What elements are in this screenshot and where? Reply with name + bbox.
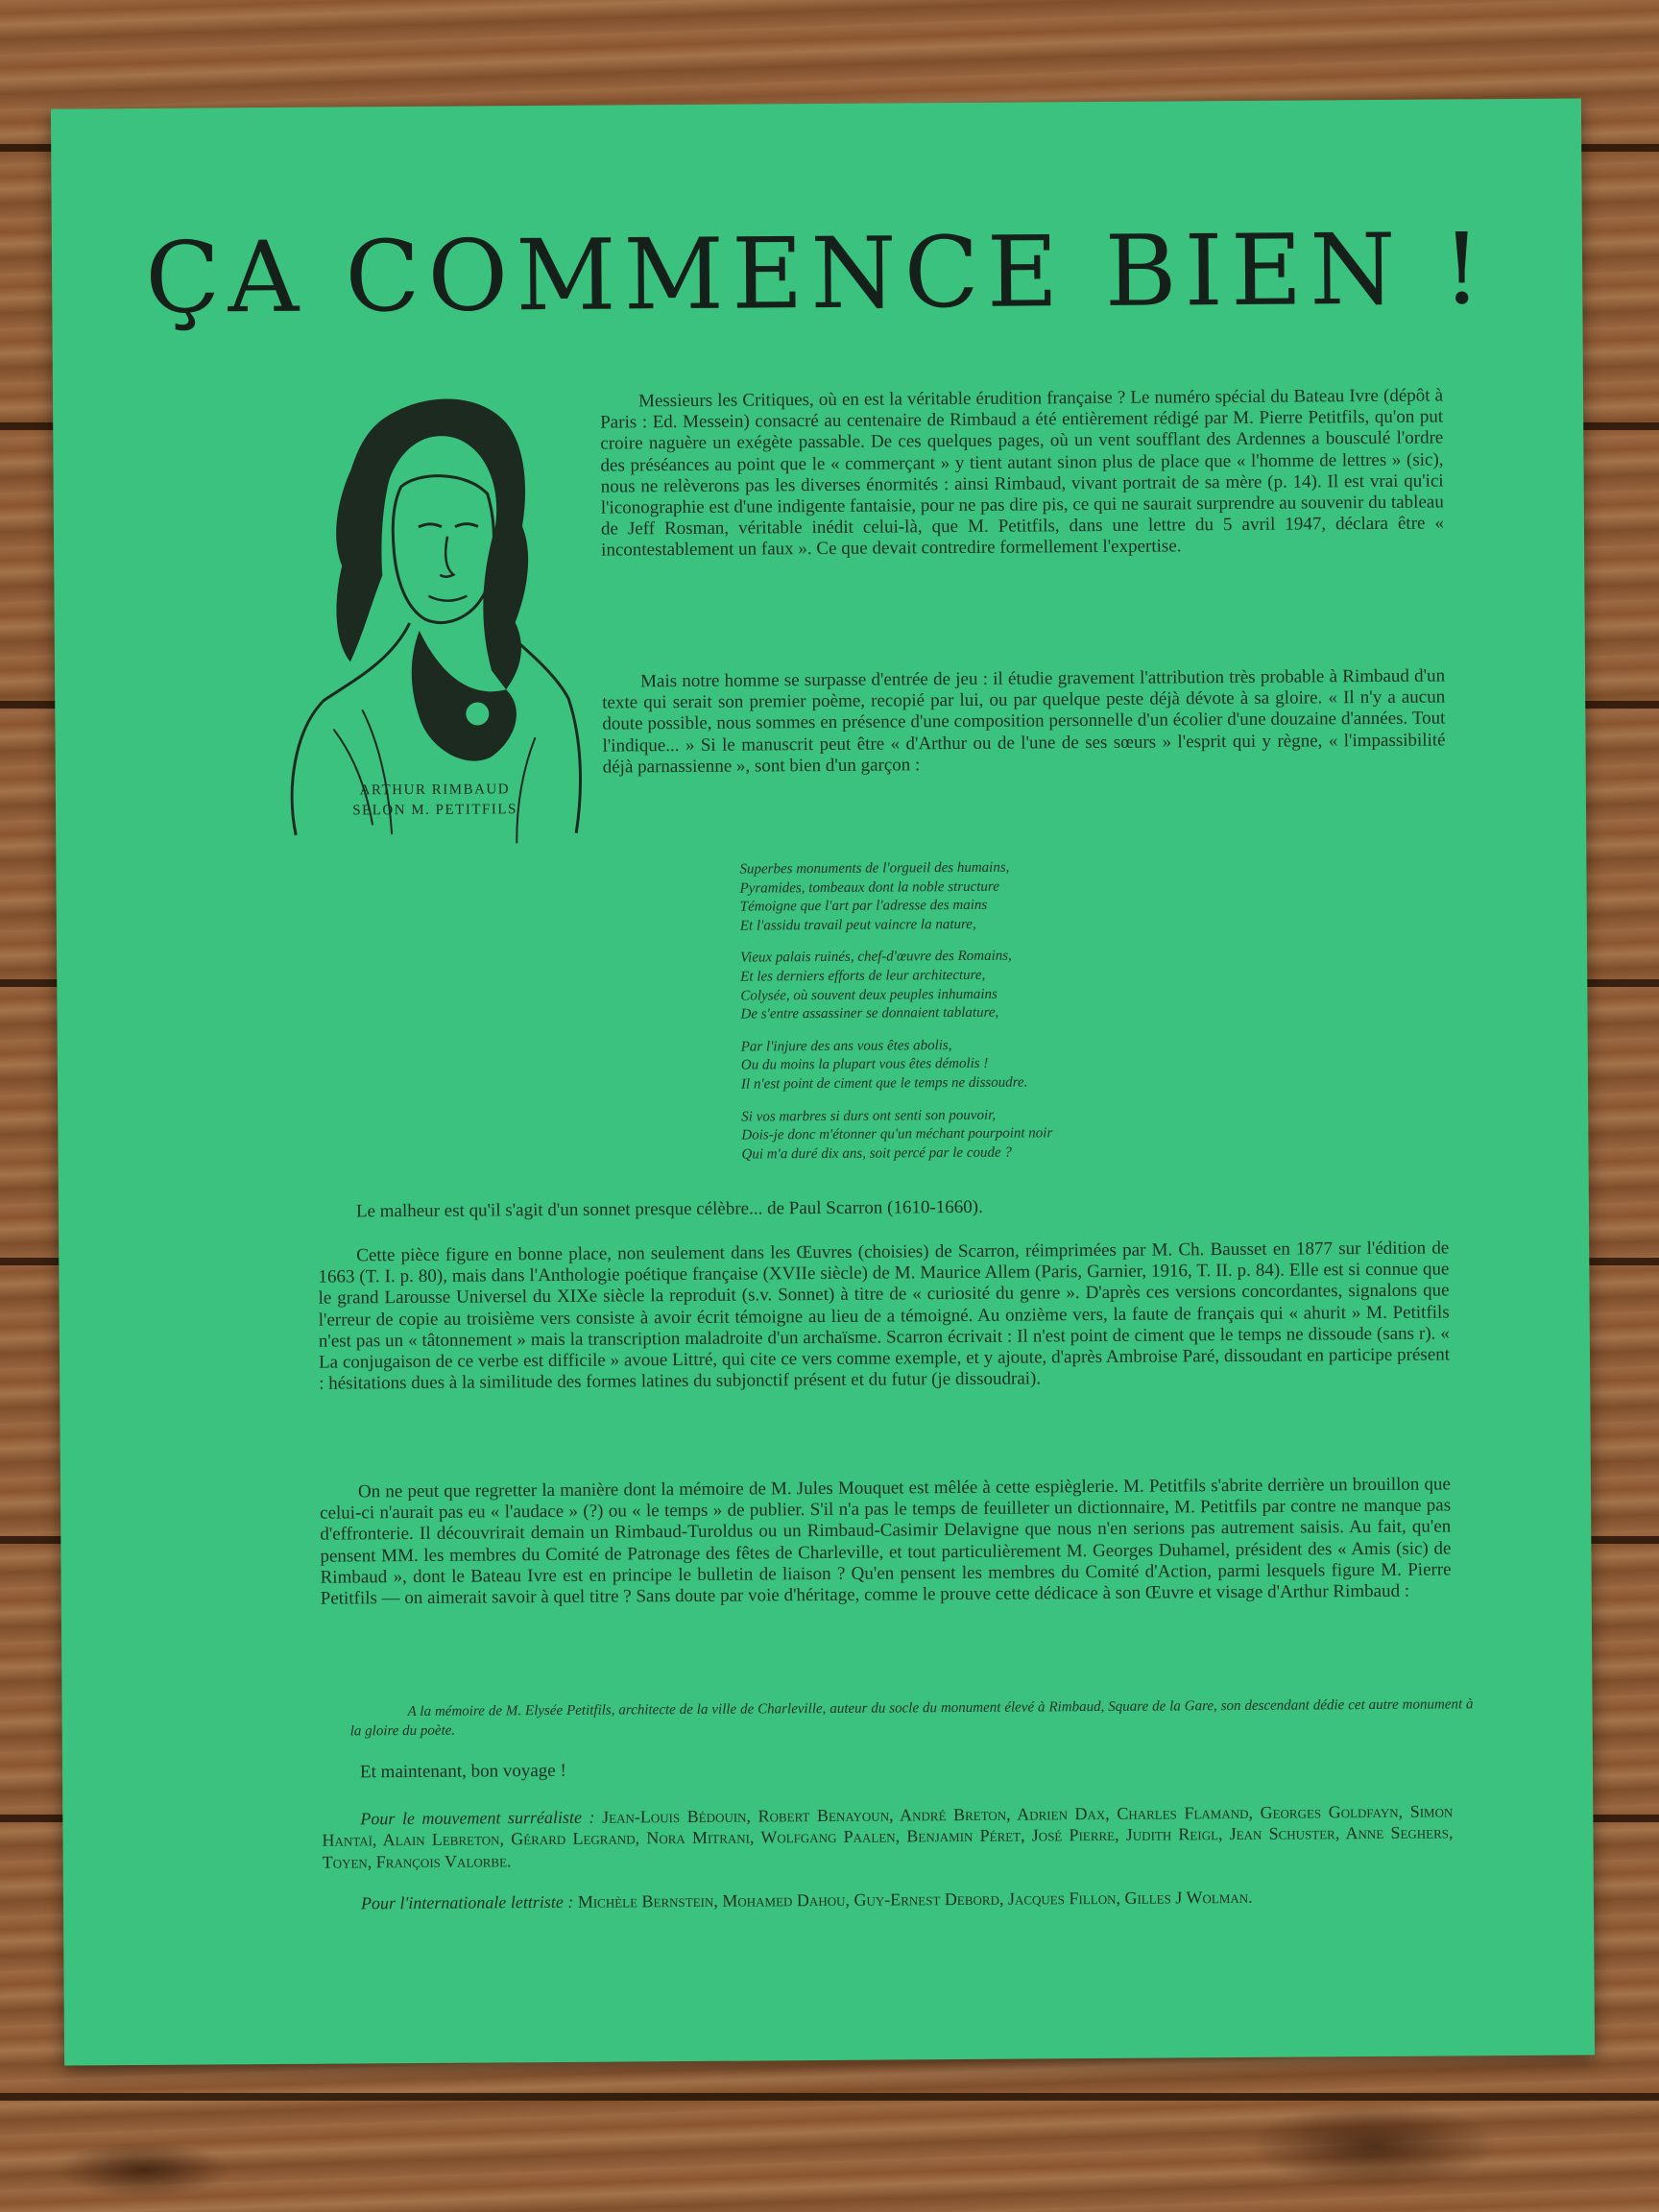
paragraph: Et maintenant, bon voyage ! (359, 1760, 566, 1783)
surrealist-signatures (322, 1800, 1453, 1872)
paragraph: Mais notre homme se surpasse d'entrée de jeu : il étudie gravement l'attribution très probable à Rimbaud d'un texte qui serait son premier poème, recopié par lui, ou par quelque peste déjà dévote à sa gloire. « Il n'y a aucun doute possible, nous sommes en présence d'une composition personnelle d'un écolier d'une douzaine d'années. Tout l'indique... » Si le manuscrit peut être « d'Arthur ou de l'une de ses sœurs » l'esprit qui y règne, « l'impassibilité déjà parnassienne », sont bien d'un garçon : (602, 665, 1446, 778)
signature-lead: Pour le mouvement surréaliste : (360, 1807, 595, 1829)
paragraph: Cette pièce figure en bonne place, non seulement dans les Œuvres (choisies) de Scarron, réimprimées par M. Ch. Bausset en 1877 sur l'édition de 1663 (T. I. p. 80), mais dans l'Anthologie poétique française (XVIIe siècle) de M. Maurice Allem (Paris, Garnier, 1916, T. II. p. 84). Elle est si connue que le grand Larousse Universel du XIXe siècle la reproduit (s.v. Sonnet) à titre de « curiosité du genre ». D'après ces versions concordantes, signalons que l'erreur de copie au troisième vers consiste à avoir écrit témoigne au lieu de a témoigné. Au onzième vers, la faute de français qui « ahurit » M. Petitfils n'est pas un « tâtonnement » mais la transcription maladroite d'un archaïsme. Scarron écrivait : Il n'est point de ciment que le temps ne dissoude (sans r). « La conjugaison de ce verbe est difficile » avoue Littré, qui cite ce vers comme exemple, et y ajoute, d'après Ambroise Paré, dissoudant en participe présent : hésitations dues à la similitude des formes latines du subjonctif présent et du futur (je dissoudrai). (318, 1238, 1451, 1394)
paragraph: Messieurs les Critiques, où en est la véritable érudition française ? Le numéro spécial du Bateau Ivre (dépôt à Paris : Ed. Messein) consacré au centenaire de Rimbaud a été entièrement rédigé par M. Pierre Petitfils, qu'on put croire naguère un exégète passable. De ces quelques pages, où un vent soufflant des Ardennes a bousculé l'ordre des préséances au point que le « commerçant » y tient autant sinon plus de place que « l'homme de lettres » (sic), nous ne relèverons pas les diverses énormités : ainsi Rimbaud, vivant portrait de sa mère (p. 14). Il est vrai qu'ici l'iconographie est d'une indigente fantaisie, pour ne pas dire pis, ce qui ne saurait surprendre au souvenir du tableau de Jeff Rosman, véritable inédit celui-là, que M. Petitfils, dans une lettre du 5 avril 1947, déclara être « incontestablement un faux ». Ce que devait contredire formellement l'expertise. (600, 385, 1445, 562)
poem-stanza (739, 857, 1278, 936)
caption-line: ARTHUR RIMBAUD (359, 781, 511, 799)
poem-line: Dois-je donc m'étonner qu'un méchant pourpoint noir (741, 1125, 1053, 1143)
poem-line: Colysée, où souvent deux peuples inhumains (740, 986, 998, 1004)
poem-line: Il n'est point de ciment que le temps ne dissoudre. (740, 1074, 1028, 1093)
dedication-quote: A la mémoire de M. Elysée Petitfils, architecte de la ville de Charleville, auteur du socle du monument élevé à Rimbaud, Square de la Gare, son descendant dédie cet autre monument à la gloire du poète. (349, 1696, 1474, 1740)
poem-line: Si vos marbres si durs ont senti son pouvoir, (741, 1107, 997, 1125)
poem-line: Par l'injure des ans vous êtes abolis, (740, 1037, 952, 1055)
caption-line: SELON M. PETITFILS (352, 802, 517, 819)
poem-line: Témoigne que l'art par l'adresse des mains (739, 897, 988, 915)
page-title: ÇA COMMENCE BIEN ! (144, 212, 1490, 336)
poem-quote (739, 857, 1279, 1178)
wood-knot (58, 2141, 230, 2199)
poem-line: Pyramides, tombeaux dont la noble structure (739, 878, 999, 897)
wood-knot (1248, 2103, 1498, 2189)
poem-stanza (741, 1104, 1279, 1165)
poem-line: Superbes monuments de l'orgueil des humains, (739, 859, 1010, 878)
poem-stanza (741, 1034, 1279, 1094)
green-flyer (51, 98, 1595, 2065)
poem-line: Ou du moins la plupart vous êtes démolis ! (740, 1056, 989, 1073)
poem-stanza (740, 946, 1279, 1024)
poem-line: De s'entre assassiner se donnaient tablature, (740, 1004, 999, 1022)
portrait-caption (305, 780, 565, 822)
poem-line: Vieux palais ruinés, chef-d'œuvre des Romains, (740, 948, 1012, 966)
signature-lead: Pour l'internationale lettriste : (360, 1891, 574, 1913)
poem-line: Qui m'a duré dix ans, soit percé par le coude ? (741, 1144, 1012, 1163)
poem-line: Et l'assidu travail peut vaincre la nature, (739, 916, 976, 934)
signature-names: Michèle Bernstein, Mohamed Dahou, Guy-Ernest Debord, Jacques Fillon, Gilles J Wolman. (577, 1887, 1253, 1911)
poem-line: Et les derniers efforts de leur architecture, (740, 967, 986, 985)
paragraph: On ne peut que regretter la manière dont la mémoire de M. Jules Mouquet est mêlée à cette espièglerie. M. Petitfils s'abrite derrière un brouillon que celui-ci n'aurait pas eu « l'audace » (?) ou « le temps » de publier. S'il n'a pas le temps de feuilleter un dictionnaire, M. Petitfils par contre ne manque pas d'effronterie. Il découvrirait demain un Rimbaud-Turoldus ou un Rimbaud-Casimir Delavigne que nous n'en serions pas autrement saisis. Au fait, qu'en pensent MM. les membres du Comité de Patronage des fêtes de Charleville, et tout particulièrement M. Georges Duhamel, président des « Amis (sic) de Rimbaud », dont le Bateau Ivre est en principe le bulletin de liaison ? Qu'en pensent les membres du Comité d'Action, parmi lesquels figure M. Pierre Petitfils — on aimerait savoir à quel titre ? Sans doute par voie d'héritage, comme le prouve cette dédicace à son Œuvre et visage d'Arthur Rimbaud : (320, 1474, 1452, 1609)
lettrist-signatures (323, 1885, 1454, 1914)
paragraph: Le malheur est qu'il s'agit d'un sonnet presque célèbre... de Paul Scarron (1610-1660). (355, 1196, 983, 1222)
signature-names: Jean-Louis Bédouin, Robert Benayoun, André Breton, Adrien Dax, Charles Flamand, Georges Goldfayn, Simon Hantaï, Alain Lebreton, Gérard Legrand, Nora Mitrani, Wolfgang Paalen, Benjamin Péret, José Pierre, Judith Reigl, Jean Schuster, Anne Seghers, Toyen, François Valorbe. (322, 1801, 1454, 1872)
